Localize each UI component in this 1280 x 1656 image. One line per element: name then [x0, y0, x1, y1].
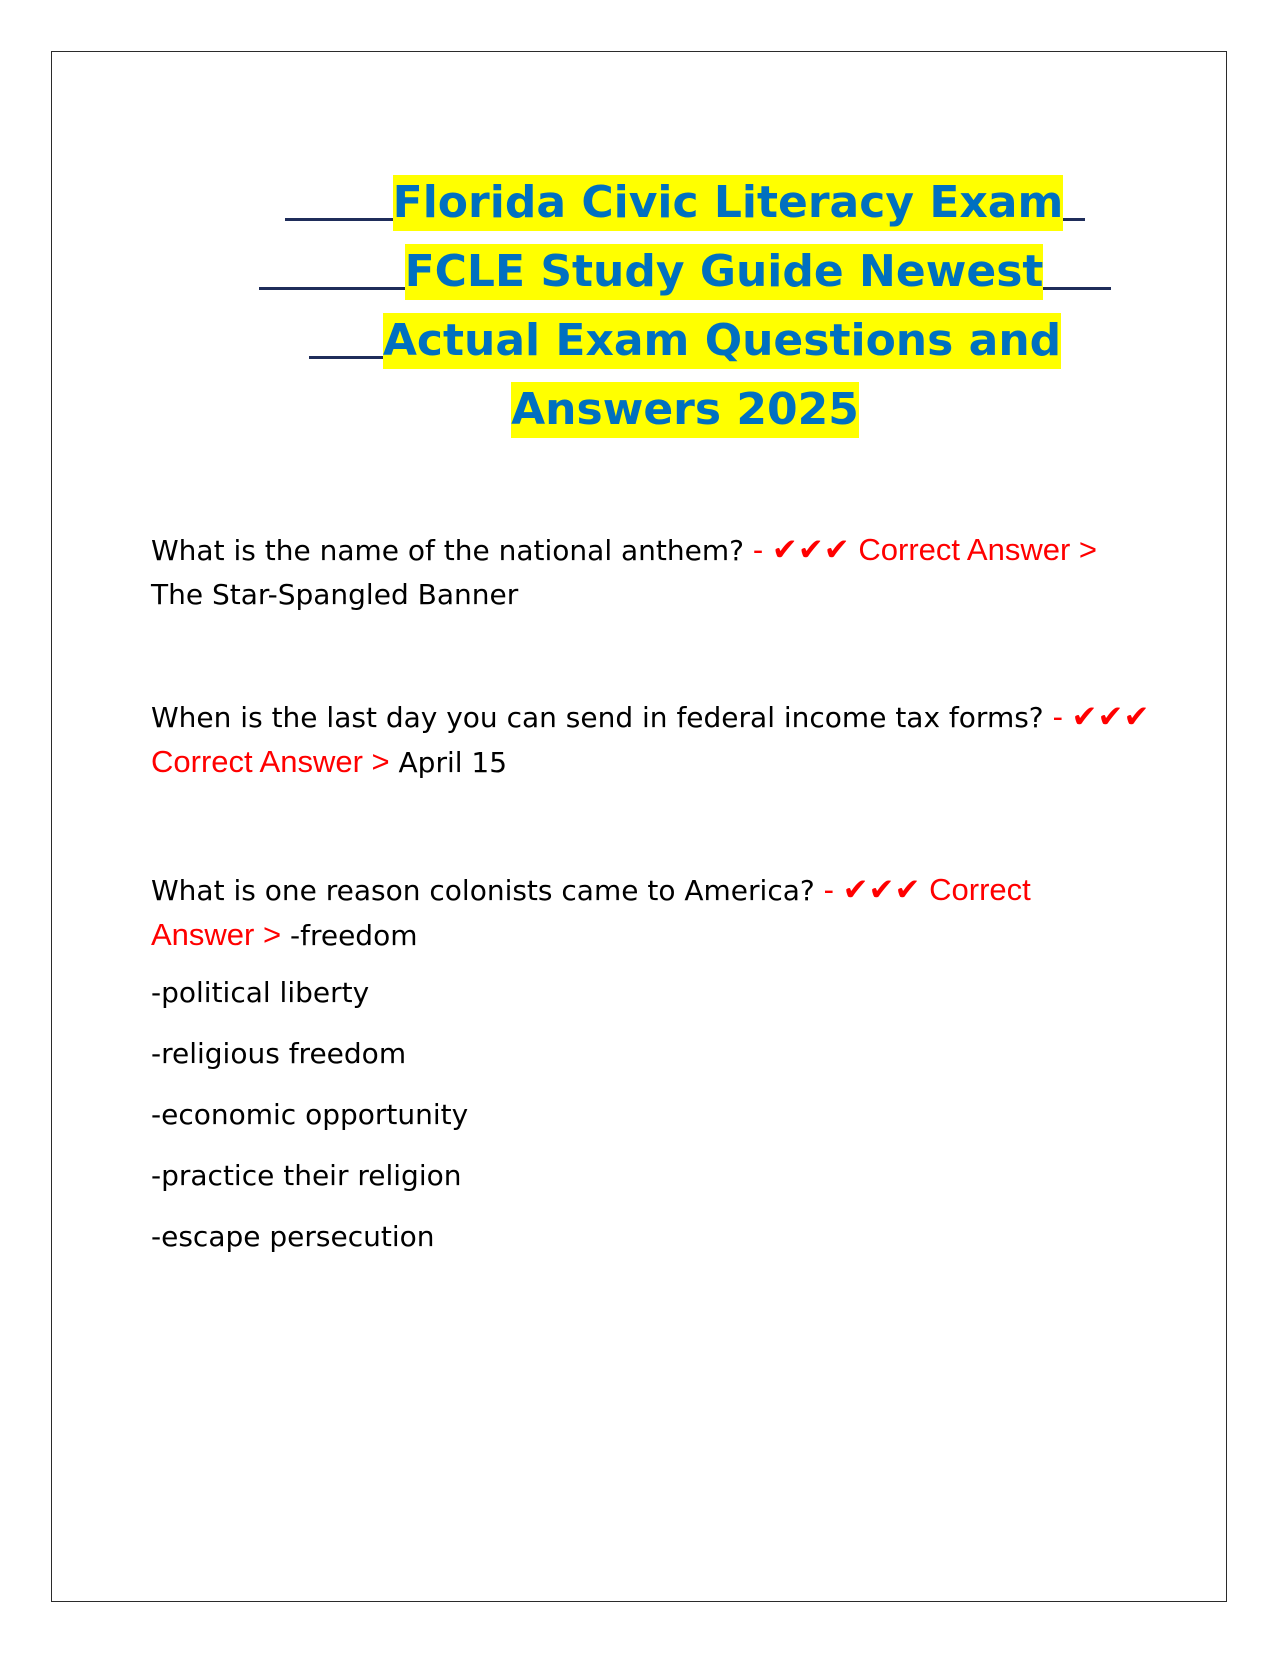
- title-rule: [285, 218, 393, 221]
- title-text-3: Actual Exam Questions and: [383, 313, 1061, 369]
- qa-item-3: [151, 868, 1151, 958]
- document-title: [0, 168, 1280, 444]
- title-line-4: [0, 375, 1280, 444]
- correct-answer-marker: - ✔✔✔ Correct Answer >: [752, 532, 1098, 567]
- question-text: When is the last day you can send in federal income tax forms?: [151, 701, 1044, 734]
- title-text-1: Florida Civic Literacy Exam: [393, 175, 1064, 231]
- answer-text: -freedom: [290, 919, 418, 952]
- title-rule: [1043, 287, 1111, 290]
- list-item: -escape persecution: [151, 1220, 435, 1253]
- title-rule: [259, 287, 405, 290]
- title-text-2: FCLE Study Guide Newest: [405, 244, 1044, 300]
- title-rule: [309, 356, 383, 359]
- question-text: What is one reason colonists came to America?: [151, 874, 815, 907]
- question-text: What is the name of the national anthem?: [151, 534, 745, 567]
- list-item: -political liberty: [151, 976, 370, 1009]
- answer-text: April 15: [398, 746, 508, 779]
- list-item: -economic opportunity: [151, 1098, 469, 1131]
- title-text-4: Answers 2025: [511, 382, 859, 438]
- list-item: -practice their religion: [151, 1159, 462, 1192]
- qa-item-2: [151, 695, 1151, 785]
- title-line-3: [0, 306, 1280, 375]
- correct-answer-marker-end: Correct Answer >: [151, 744, 390, 779]
- title-line-2: [0, 237, 1280, 306]
- title-line-1: [0, 168, 1280, 237]
- correct-answer-marker-start: - ✔✔✔: [1052, 699, 1150, 734]
- list-item: -religious freedom: [151, 1037, 407, 1070]
- title-rule: [1063, 218, 1085, 221]
- correct-answer-marker-start: - ✔✔✔ Correct: [823, 872, 1031, 907]
- qa-item-1: [151, 528, 1151, 617]
- answer-list: [151, 976, 468, 1281]
- answer-text: The Star-Spangled Banner: [151, 578, 519, 611]
- correct-answer-marker-end: Answer >: [151, 917, 282, 952]
